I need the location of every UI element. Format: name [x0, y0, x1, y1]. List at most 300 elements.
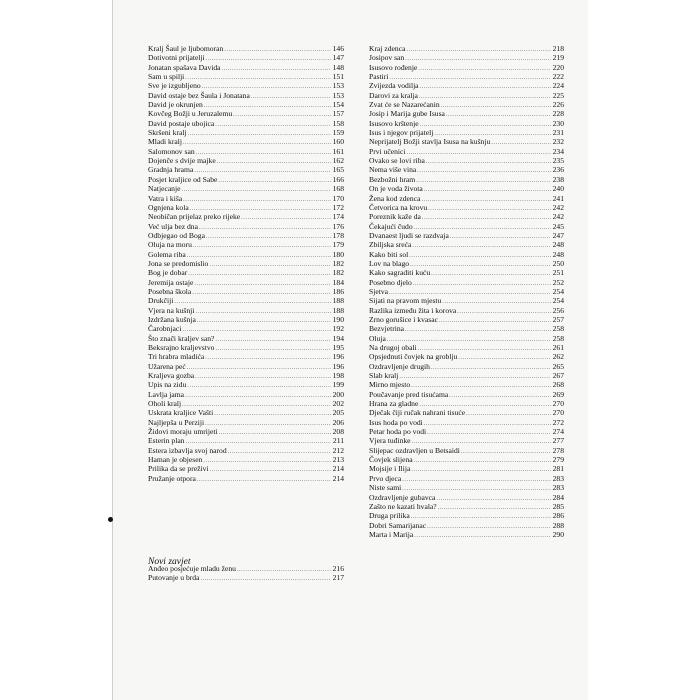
toc-entry-title: Pastiri — [369, 72, 389, 82]
toc-entry — [148, 72, 344, 81]
toc-leader-dots — [203, 457, 331, 466]
toc-leader-dots — [412, 242, 551, 251]
toc-entry — [148, 296, 344, 305]
toc-leader-dots — [416, 177, 551, 186]
toc-entry — [369, 306, 564, 315]
toc-entry-page: 205 — [332, 408, 344, 418]
toc-entry-page: 190 — [332, 314, 344, 324]
toc-entry — [369, 240, 564, 249]
toc-entry-page: 153 — [332, 90, 344, 100]
toc-entry-title: Odbjegao od Boga — [148, 230, 205, 240]
toc-entry — [369, 53, 564, 62]
toc-entry-page: 258 — [552, 333, 564, 343]
toc-entry — [148, 427, 344, 436]
toc-entry-title: Estera izbavlja svoj narod — [148, 445, 227, 455]
toc-entry-title: Četvorica na krovu — [369, 202, 428, 212]
toc-entry — [369, 380, 564, 389]
toc-entry-page: 250 — [552, 258, 564, 268]
toc-entry-page: 166 — [332, 174, 344, 184]
toc-entry-title: Lavlja jama — [148, 389, 185, 399]
toc-entry-title: Zvijezda vodilja — [369, 81, 419, 91]
toc-entry-title: Bog je dobar — [148, 268, 188, 278]
toc-entry-page: 188 — [332, 305, 344, 315]
toc-leader-dots — [210, 466, 331, 475]
toc-entry-title: Pružanje otpora — [148, 473, 196, 483]
toc-entry-page: 286 — [552, 511, 564, 521]
toc-entry-page: 235 — [552, 156, 564, 166]
toc-entry — [148, 250, 344, 259]
toc-entry — [148, 315, 344, 324]
toc-entry-title: Neobičan prijelaz preko rijeke — [148, 212, 241, 222]
toc-entry — [369, 493, 564, 502]
toc-leader-dots — [421, 196, 551, 205]
toc-entry-title: Haman je objesen — [148, 455, 203, 465]
toc-leader-dots — [450, 233, 551, 242]
toc-entry-title: Dvanaest ljudi se razdvaja — [369, 230, 449, 240]
toc-entry-page: 211 — [332, 436, 344, 446]
toc-entry-page: 236 — [552, 165, 564, 175]
toc-leader-dots — [402, 476, 551, 485]
toc-leader-dots — [417, 167, 551, 176]
toc-entry-title: Sijati na pravom mjestu — [369, 296, 442, 306]
toc-leader-dots — [224, 46, 331, 55]
toc-leader-dots — [411, 513, 551, 522]
toc-entry-page: 217 — [332, 573, 344, 583]
toc-entry-title: Žena kod zdenca — [369, 193, 421, 203]
toc-leader-dots — [185, 74, 331, 83]
toc-entry — [148, 278, 344, 287]
toc-entry — [369, 250, 564, 259]
toc-entry — [148, 573, 344, 582]
toc-leader-dots — [194, 280, 331, 289]
toc-leader-dots — [217, 158, 331, 167]
toc-entry — [148, 100, 344, 109]
toc-column-left-new-testament — [148, 564, 344, 583]
toc-leader-dots — [193, 242, 331, 251]
toc-entry-page: 257 — [552, 314, 564, 324]
toc-leader-dots — [431, 364, 551, 373]
toc-entry-page: 208 — [332, 427, 344, 437]
toc-entry-page: 182 — [332, 258, 344, 268]
toc-leader-dots — [405, 326, 551, 335]
toc-entry — [148, 63, 344, 72]
toc-entry-title: Jonatan spašava Davida — [148, 62, 221, 72]
toc-leader-dots — [181, 186, 331, 195]
toc-entry — [148, 371, 344, 380]
toc-entry-title: Oluja — [369, 333, 386, 343]
toc-entry-page: 272 — [552, 417, 564, 427]
toc-entry — [369, 175, 564, 184]
toc-entry-title: David postaje ubojica — [148, 118, 215, 128]
toc-entry — [369, 63, 564, 72]
toc-leader-dots — [420, 83, 551, 92]
toc-leader-dots — [195, 373, 331, 382]
toc-entry-title: Na drugoj obali — [369, 343, 417, 352]
toc-entry-page: 213 — [332, 455, 344, 465]
toc-entry-page: 218 — [552, 44, 564, 53]
toc-leader-dots — [427, 523, 551, 532]
toc-leader-dots — [428, 205, 551, 214]
toc-entry-title: Slijepac ozdravljen u Betsaidi — [369, 445, 460, 455]
toc-entry-page: 172 — [332, 202, 344, 212]
toc-entry-title: Putovanje u brda — [148, 573, 200, 583]
toc-entry — [369, 408, 564, 417]
toc-entry-title: Josip i Marija gube Isusa — [369, 109, 445, 119]
toc-entry-title: Čovjek slijena — [369, 455, 413, 465]
toc-entry-page: 160 — [332, 137, 344, 147]
toc-entry-title: Vatra i kiša — [148, 193, 183, 203]
toc-leader-dots — [222, 65, 331, 74]
toc-entry-page: 241 — [552, 193, 564, 203]
toc-entry-title: Čekajući čudo — [369, 221, 413, 231]
toc-entry — [369, 446, 564, 455]
toc-entry — [369, 502, 564, 511]
toc-leader-dots — [420, 121, 551, 130]
toc-entry-page: 188 — [332, 296, 344, 306]
toc-entry — [369, 259, 564, 268]
toc-entry — [369, 72, 564, 81]
toc-entry-title: Beksrajno kraljevstvo — [148, 343, 215, 352]
toc-entry-page: 232 — [552, 137, 564, 147]
toc-entry-title: Bezvjetrina — [369, 324, 404, 334]
toc-leader-dots — [413, 280, 551, 289]
toc-entry-page: 278 — [552, 445, 564, 455]
toc-entry-page: 285 — [552, 501, 564, 511]
toc-entry-page: 216 — [332, 564, 344, 573]
toc-column-right — [369, 44, 564, 539]
toc-leader-dots — [197, 317, 331, 326]
toc-entry-title: Dječak čiji ručak nahrani tisuće — [369, 408, 466, 418]
toc-leader-dots — [446, 111, 551, 120]
toc-entry — [148, 564, 344, 573]
toc-entry-title: Jeremija ostaje — [148, 277, 194, 287]
toc-entry-title: Isus i njegov prijatelj — [369, 128, 434, 138]
toc-entry — [369, 324, 564, 333]
toc-entry-title: Anđeo posjećuje mladu ženu — [148, 564, 236, 573]
toc-entry-page: 258 — [552, 324, 564, 334]
toc-entry-page: 148 — [332, 62, 344, 72]
toc-entry-page: 157 — [332, 109, 344, 119]
toc-entry-page: 245 — [552, 221, 564, 231]
toc-entry-page: 240 — [552, 184, 564, 194]
toc-entry-title: Najljepša u Perziji — [148, 417, 205, 427]
toc-entry-title: Mojsije i Ilija — [369, 464, 411, 474]
toc-entry — [148, 464, 344, 473]
toc-list-old-testament — [148, 44, 344, 483]
toc-entry-title: Uskrata kraljice Vašti — [148, 408, 214, 418]
toc-entry — [148, 222, 344, 231]
toc-entry-page: 219 — [552, 53, 564, 63]
toc-entry-page: 176 — [332, 221, 344, 231]
toc-leader-dots — [215, 121, 331, 130]
toc-entry-page: 180 — [332, 249, 344, 259]
background-left — [0, 0, 112, 700]
toc-entry — [369, 287, 564, 296]
toc-entry — [369, 128, 564, 137]
toc-entry-title: Kako sagraditi kuću — [369, 268, 431, 278]
toc-leader-dots — [441, 102, 551, 111]
toc-entry-page: 288 — [552, 520, 564, 530]
toc-entry — [148, 362, 344, 371]
toc-entry-page: 254 — [552, 296, 564, 306]
toc-entry-title: Jona se predomislio — [148, 258, 209, 268]
toc-entry-page: 265 — [552, 361, 564, 371]
toc-entry — [369, 362, 564, 371]
toc-leader-dots — [187, 252, 331, 261]
toc-entry-title: Ognjena kola — [148, 202, 189, 212]
toc-entry-page: 267 — [552, 371, 564, 381]
toc-leader-dots — [409, 252, 551, 261]
toc-entry-title: Josipov san — [369, 53, 405, 63]
toc-entry-page: 226 — [552, 100, 564, 110]
toc-leader-dots — [187, 382, 331, 391]
toc-entry-page: 254 — [552, 286, 564, 296]
toc-entry-title: Čarobnjaci — [148, 324, 182, 334]
toc-entry-title: Kraj zdenca — [369, 44, 406, 53]
toc-entry — [148, 287, 344, 296]
toc-entry-title: Kovčeg Božji u Jeruzalemu — [148, 109, 233, 119]
toc-entry-title: Zrno gorušice i kvasac — [369, 314, 438, 324]
toc-entry-page: 206 — [332, 417, 344, 427]
toc-entry-title: Sve je izgubljeno — [148, 81, 201, 91]
toc-entry-title: Već ulja bez dna — [148, 221, 198, 231]
toc-entry-title: Natjecanje — [148, 184, 181, 194]
toc-entry — [148, 380, 344, 389]
toc-entry — [148, 91, 344, 100]
toc-leader-dots — [214, 410, 331, 419]
toc-leader-dots — [449, 392, 551, 401]
toc-leader-dots — [410, 261, 551, 270]
toc-leader-dots — [458, 354, 551, 363]
toc-leader-dots — [215, 336, 331, 345]
toc-entry — [369, 530, 564, 539]
toc-leader-dots — [418, 65, 551, 74]
toc-leader-dots — [427, 429, 551, 438]
toc-entry — [369, 44, 564, 53]
toc-entry-page: 162 — [332, 156, 344, 166]
toc-entry-title: Hrana za gladne — [369, 399, 419, 409]
toc-leader-dots — [399, 373, 551, 382]
toc-entry — [369, 119, 564, 128]
toc-entry-page: 284 — [552, 492, 564, 502]
toc-entry-page: 283 — [552, 473, 564, 483]
toc-entry-title: Kraljeva gozba — [148, 371, 195, 381]
toc-entry — [148, 334, 344, 343]
toc-entry — [148, 128, 344, 137]
toc-entry — [369, 100, 564, 109]
toc-entry — [369, 399, 564, 408]
toc-entry — [369, 137, 564, 146]
toc-entry — [148, 175, 344, 184]
toc-entry-title: Kralj Šaul je ljubomoran — [148, 44, 224, 53]
toc-entry-page: 231 — [552, 128, 564, 138]
toc-entry — [369, 464, 564, 473]
toc-entry-page: 270 — [552, 399, 564, 409]
toc-entry-page: 194 — [332, 333, 344, 343]
toc-list-new-testament-left — [148, 564, 344, 583]
toc-entry-page: 220 — [552, 62, 564, 72]
toc-entry-title: Isus hoda po vodi — [369, 417, 423, 427]
toc-leader-dots — [424, 420, 551, 429]
toc-entry-page: 268 — [552, 380, 564, 390]
toc-entry-title: Gradnja hrama — [148, 165, 194, 175]
toc-entry-title: Dobri Samarijanac — [369, 520, 427, 530]
toc-entry-title: Posjet kraljice od Sabe — [148, 174, 218, 184]
toc-entry — [148, 390, 344, 399]
toc-entry — [148, 268, 344, 277]
toc-column-left — [148, 44, 344, 483]
toc-entry — [148, 184, 344, 193]
toc-entry-title: Darovi za kralja — [369, 90, 418, 100]
toc-entry-page: 225 — [552, 90, 564, 100]
toc-entry-title: Kako biti sol — [369, 249, 409, 259]
toc-entry-page: 230 — [552, 118, 564, 128]
toc-entry-page: 251 — [552, 268, 564, 278]
toc-leader-dots — [188, 130, 331, 139]
toc-leader-dots — [197, 476, 331, 485]
toc-entry-title: Sam u spilji — [148, 72, 185, 82]
toc-entry-page: 248 — [552, 240, 564, 250]
toc-entry-page: 192 — [332, 324, 344, 334]
toc-entry — [369, 343, 564, 352]
toc-leader-dots — [206, 55, 331, 64]
toc-entry-title: Što znači kraljev san? — [148, 333, 215, 343]
toc-entry — [369, 315, 564, 324]
toc-entry-page: 196 — [332, 352, 344, 362]
bullet-mark — [108, 517, 113, 522]
toc-leader-dots — [422, 214, 551, 223]
toc-entry-page: 161 — [332, 146, 344, 156]
toc-entry-title: Užarena peć — [148, 361, 186, 371]
toc-entry — [148, 399, 344, 408]
toc-entry-title: Skršeni kralj — [148, 128, 187, 138]
toc-leader-dots — [215, 345, 331, 354]
toc-entry — [369, 203, 564, 212]
toc-entry-page: 214 — [332, 473, 344, 483]
toc-entry-page: 252 — [552, 277, 564, 287]
toc-leader-dots — [192, 289, 331, 298]
toc-entry — [369, 81, 564, 90]
toc-entry-title: Upis na zidu — [148, 380, 187, 390]
section-heading-new-testament: Novi zavjet — [148, 556, 191, 567]
toc-entry-page: 159 — [332, 128, 344, 138]
toc-entry — [369, 147, 564, 156]
toc-entry — [369, 222, 564, 231]
toc-entry — [369, 109, 564, 118]
toc-entry-page: 222 — [552, 72, 564, 82]
toc-entry-page: 158 — [332, 118, 344, 128]
toc-entry — [369, 184, 564, 193]
toc-entry-page: 168 — [332, 184, 344, 194]
toc-entry-page: 165 — [332, 165, 344, 175]
toc-leader-dots — [174, 298, 331, 307]
toc-leader-dots — [185, 392, 331, 401]
toc-entry-page: 195 — [332, 343, 344, 352]
toc-entry — [148, 352, 344, 361]
toc-entry — [369, 334, 564, 343]
toc-leader-dots — [219, 429, 331, 438]
toc-entry-title: Zašto ne kazati hvala? — [369, 501, 437, 511]
toc-entry-page: 198 — [332, 371, 344, 381]
toc-entry-page: 262 — [552, 352, 564, 362]
toc-entry — [148, 418, 344, 427]
toc-entry-title: Isusovo krštenje — [369, 118, 419, 128]
toc-entry — [369, 390, 564, 399]
toc-entry-title: Vjera tuđinke — [369, 436, 411, 446]
toc-entry — [148, 212, 344, 221]
toc-entry — [148, 231, 344, 240]
toc-entry — [369, 278, 564, 287]
toc-entry — [148, 119, 344, 128]
toc-leader-dots — [491, 139, 551, 148]
toc-entry-page: 199 — [332, 380, 344, 390]
toc-leader-dots — [436, 495, 551, 504]
toc-entry-page: 178 — [332, 230, 344, 240]
toc-leader-dots — [438, 504, 551, 513]
toc-leader-dots — [439, 317, 551, 326]
toc-entry-title: Ovako se lovi riba — [369, 156, 425, 166]
toc-entry-page: 256 — [552, 305, 564, 315]
toc-entry — [148, 259, 344, 268]
toc-entry-page: 269 — [552, 389, 564, 399]
toc-entry-page: 179 — [332, 240, 344, 250]
toc-leader-dots — [199, 224, 331, 233]
toc-entry-title: Petar hoda po vodi — [369, 427, 427, 437]
background-right — [588, 0, 700, 700]
toc-entry-page: 174 — [332, 212, 344, 222]
toc-leader-dots — [461, 448, 551, 457]
toc-leader-dots — [251, 93, 331, 102]
toc-entry-title: Salomonov san — [148, 146, 195, 156]
toc-entry — [148, 109, 344, 118]
toc-entry-title: Niste sami — [369, 483, 402, 493]
toc-entry — [148, 137, 344, 146]
toc-entry — [369, 483, 564, 492]
toc-entry-page: 261 — [552, 343, 564, 352]
toc-entry-title: Mirno mjesto — [369, 380, 411, 390]
toc-entry-page: 242 — [552, 212, 564, 222]
toc-entry-page: 290 — [552, 529, 564, 539]
toc-entry-title: Prvi učenici — [369, 146, 406, 156]
toc-entry-title: Razlika između žita i korova — [369, 305, 457, 315]
toc-entry — [148, 147, 344, 156]
toc-entry — [148, 194, 344, 203]
toc-leader-dots — [431, 270, 551, 279]
toc-entry-title: David ostaje bez Šaula i Jonatana — [148, 90, 250, 100]
toc-leader-dots — [414, 457, 551, 466]
toc-leader-dots — [426, 158, 551, 167]
toc-entry-page: 151 — [332, 72, 344, 82]
toc-entry-title: Posebna škola — [148, 286, 192, 296]
toc-leader-dots — [209, 261, 331, 270]
toc-entry — [369, 156, 564, 165]
toc-leader-dots — [406, 149, 551, 158]
toc-entry-page: 238 — [552, 174, 564, 184]
toc-leader-dots — [241, 214, 331, 223]
toc-entry-page: 281 — [552, 464, 564, 474]
toc-entry — [148, 203, 344, 212]
toc-entry-title: Prvo djeca — [369, 473, 402, 483]
toc-entry-title: Drukčiji — [148, 296, 174, 306]
toc-entry-page: 277 — [552, 436, 564, 446]
toc-entry — [148, 436, 344, 445]
toc-entry — [148, 306, 344, 315]
toc-leader-dots — [237, 566, 331, 575]
toc-entry-page: 214 — [332, 464, 344, 474]
toc-entry-title: Isusovo rođenje — [369, 62, 418, 72]
toc-entry-page: 234 — [552, 146, 564, 156]
toc-entry — [369, 455, 564, 464]
